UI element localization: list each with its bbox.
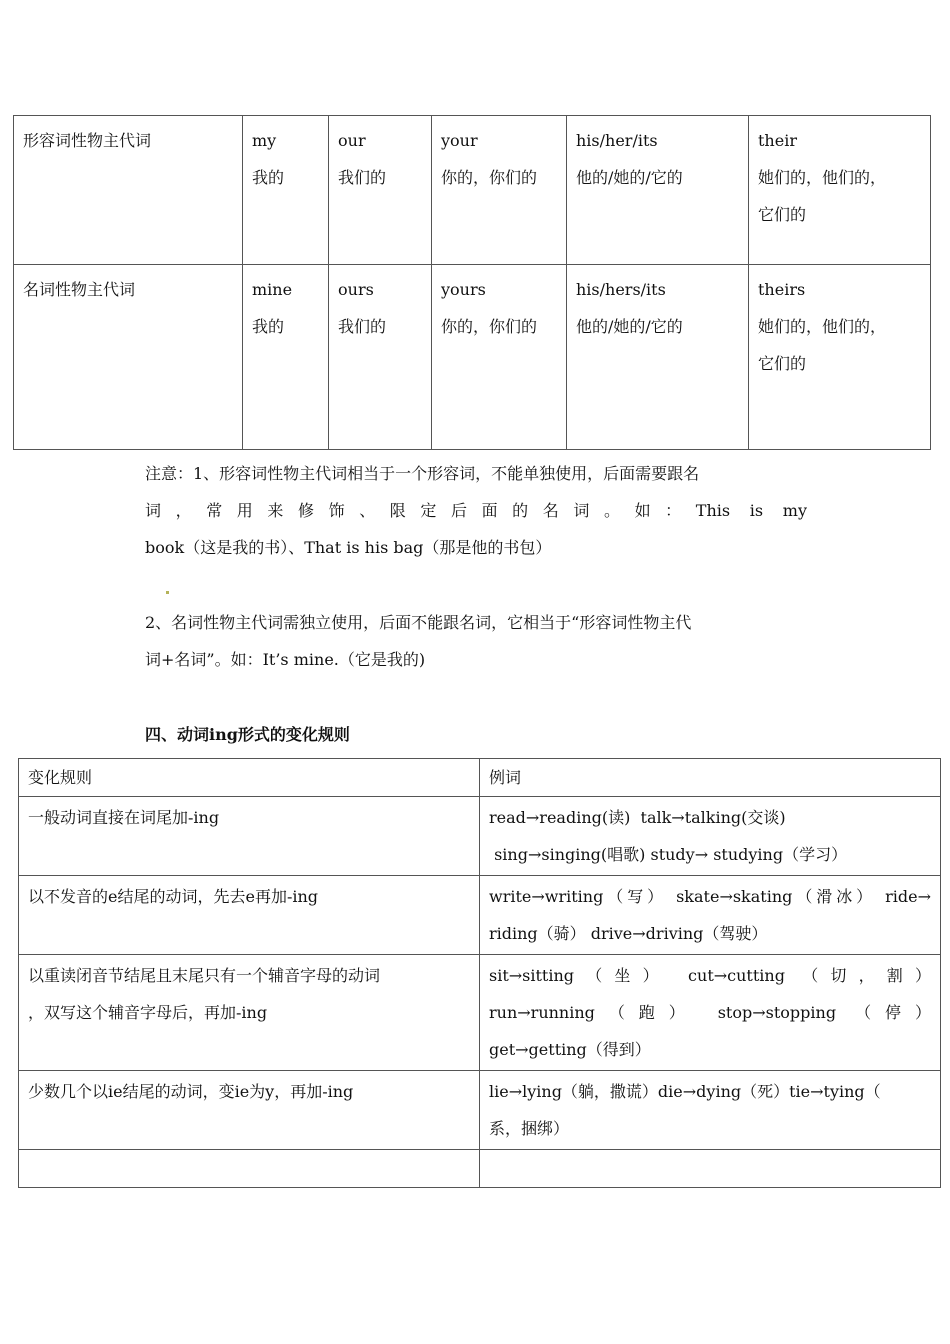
pronoun-cell: ours 我们的	[329, 265, 432, 450]
pronoun-cell: their 她们的，他们的， 它们的	[749, 116, 931, 265]
table-header-row	[19, 759, 941, 797]
pronoun-cell: our 我们的	[329, 116, 432, 265]
header-rule: 变化规则	[19, 759, 480, 797]
table-row-empty	[19, 1150, 941, 1188]
rule-cell: 以重读闭音节结尾且末尾只有一个辅音字母的动词 ，双写这个辅音字母后，再加-ing	[19, 955, 480, 1071]
note-1-line-1: 注意：1、形容词性物主代词相当于一个形容词，不能单独使用，后面需要跟名	[145, 464, 700, 483]
row-label: 形容词性物主代词	[14, 116, 243, 265]
example-cell: lie→lying（躺，撒谎）die→dying（死）tie→tying（ 系，捆绑）	[480, 1071, 941, 1150]
table-row	[19, 1071, 941, 1150]
empty-cell	[480, 1150, 941, 1188]
note-1-line-2: 词，常用来修饰、限定后面的名词。如：This is my	[145, 501, 807, 520]
rule-cell: 少数几个以ie结尾的动词，变ie为y，再加-ing	[19, 1071, 480, 1150]
pronoun-cell: his/her/its 他的/她的/它的	[567, 116, 749, 265]
ing-rules-table	[18, 758, 941, 1188]
table-row	[19, 876, 941, 955]
rule-cell: 以不发音的e结尾的动词，先去e再加-ing	[19, 876, 480, 955]
table-row	[19, 955, 941, 1071]
rule-cell: 一般动词直接在词尾加-ing	[19, 797, 480, 876]
possessive-pronoun-table	[13, 115, 931, 450]
example-cell: sit→sitting（坐） cut→cutting （切，割） run→running（跑） stop→stopping （停） get→getting（得到）	[480, 955, 941, 1071]
row-label: 名词性物主代词	[14, 265, 243, 450]
table-row	[14, 265, 931, 450]
note-1-line-3: book（这是我的书）、That is his bag（那是他的书包）	[145, 538, 552, 557]
empty-cell	[19, 1150, 480, 1188]
pronoun-cell: my 我的	[243, 116, 329, 265]
note-2-line-1: 2、名词性物主代词需独立使用，后面不能跟名词，它相当于“形容词性物主代	[145, 613, 692, 632]
pronoun-cell: yours 你的，你们的	[432, 265, 567, 450]
example-cell: read→reading(读) talk→talking(交谈) sing→singing(唱歌) study→ studying（学习）	[480, 797, 941, 876]
pronoun-cell: your 你的，你们的	[432, 116, 567, 265]
table-row	[14, 116, 931, 265]
section-heading: 四、动词ing形式的变化规则	[145, 725, 350, 744]
pronoun-cell: his/hers/its 他的/她的/它的	[567, 265, 749, 450]
stray-mark	[166, 591, 169, 594]
example-cell: write→writing（写） skate→skating（滑冰） ride→ riding（骑） drive→driving（驾驶）	[480, 876, 941, 955]
pronoun-cell: theirs 她们的，他们的， 它们的	[749, 265, 931, 450]
header-example: 例词	[480, 759, 941, 797]
pronoun-cell: mine 我的	[243, 265, 329, 450]
table-row	[19, 797, 941, 876]
note-2-line-2: 词+名词”。如：It’s mine.（它是我的)	[145, 650, 426, 669]
